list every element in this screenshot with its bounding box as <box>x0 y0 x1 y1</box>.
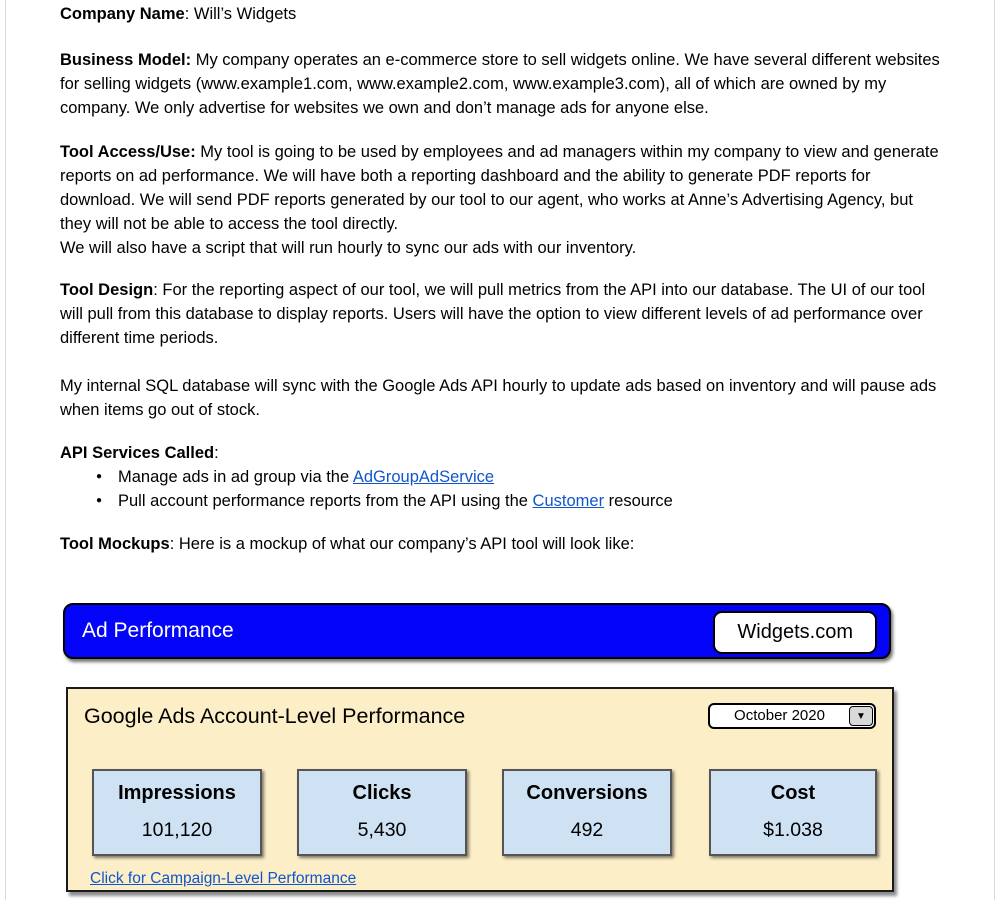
api-services-heading: API Services Called <box>60 444 215 462</box>
metric-value: 5,430 <box>357 819 407 841</box>
metric-value: 492 <box>570 819 604 841</box>
metric-card-cost <box>709 769 877 856</box>
customer-resource-link[interactable]: Customer <box>532 492 605 510</box>
sql-sync-paragraph <box>60 374 940 422</box>
metric-card-clicks <box>297 769 467 856</box>
business-model-text: My company operates an e-commerce store to sell widgets online. We have several different websites for selling widgets (www.example1.com, www.example2.com, www.example3.com), all of which are owned by my company. We only advertise for websites we own and don’t manage ads for anyone else. <box>60 51 940 117</box>
tool-design-text: : For the reporting aspect of our tool, we will pull metrics from the API into our database. The UI of our tool will pull from this database to display reports. Users will have the option to view different levels of ad performance over different time periods. <box>60 281 926 347</box>
metric-card-conversions <box>502 769 672 856</box>
account-performance-panel <box>66 687 894 892</box>
tool-design-heading: Tool Design <box>60 281 154 299</box>
api-services-paragraph <box>60 441 940 465</box>
business-model-paragraph <box>60 48 940 120</box>
tool-mockups-heading: Tool Mockups <box>60 535 170 553</box>
document-body <box>60 0 940 556</box>
list-item <box>60 465 940 489</box>
list-item <box>60 489 940 513</box>
mockup-app-header <box>63 603 891 659</box>
date-range-value[interactable]: October 2020 <box>734 707 825 724</box>
metric-value: 101,120 <box>141 819 213 841</box>
metric-card-impressions <box>92 769 262 856</box>
tool-mockups-text: : Here is a mockup of what our company’s API tool will look like: <box>169 535 635 553</box>
business-model-heading: Business Model: <box>60 51 192 69</box>
page-edge-left <box>5 0 6 900</box>
metric-label: Cost <box>770 782 816 804</box>
metric-label: Impressions <box>118 782 236 804</box>
sql-sync-text: My internal SQL database will sync with the Google Ads API hourly to update ads based on inventory and will pause ads when items go out of stock. <box>60 377 937 419</box>
metric-label: Conversions <box>526 782 648 804</box>
bullet-icon: ● <box>96 495 103 506</box>
panel-title: Google Ads Account-Level Performance <box>84 704 466 728</box>
adgroupadservice-link[interactable]: AdGroupAdService <box>352 468 495 486</box>
bullet-1-text: Manage ads in ad group via the <box>118 468 353 486</box>
metric-value: $1.038 <box>763 819 823 841</box>
app-title: Ad Performance <box>82 619 234 642</box>
tool-access-text: My tool is going to be used by employees and ad managers within my company to view and generate reports on ad performance. We will have both a reporting dashboard and the ability to generate PDF reports for download. We will send PDF reports generated by our tool to our agent, who works at Anne’s Advertising Agency, but they will not be able to access the tool directly. <box>60 143 939 233</box>
campaign-level-link[interactable]: Click for Campaign-Level Performance <box>90 870 357 887</box>
site-selector-button[interactable]: Widgets.com <box>713 611 877 654</box>
company-name-paragraph <box>60 2 940 26</box>
tool-design-paragraph <box>60 278 940 350</box>
company-name-heading: Company Name <box>60 5 185 23</box>
bullet-icon: ● <box>96 471 103 482</box>
tool-access-paragraph <box>60 140 940 260</box>
api-services-list <box>60 465 940 513</box>
bullet-2-post: resource <box>604 492 673 510</box>
chevron-down-icon: ▼ <box>856 710 866 722</box>
metric-label: Clicks <box>352 782 412 804</box>
page-edge-right <box>994 0 995 900</box>
bullet-2-text: Pull account performance reports from the API using the <box>118 492 533 510</box>
date-range-dropdown[interactable] <box>708 703 876 729</box>
tool-access-line2: We will also have a script that will run hourly to sync our ads with our inventory. <box>60 239 637 257</box>
dropdown-arrow-button[interactable] <box>849 706 873 726</box>
api-services-colon: : <box>214 444 219 462</box>
company-name-value: : Will’s Widgets <box>184 5 297 23</box>
tool-mockups-paragraph <box>60 532 940 556</box>
tool-access-heading: Tool Access/Use: <box>60 143 196 161</box>
